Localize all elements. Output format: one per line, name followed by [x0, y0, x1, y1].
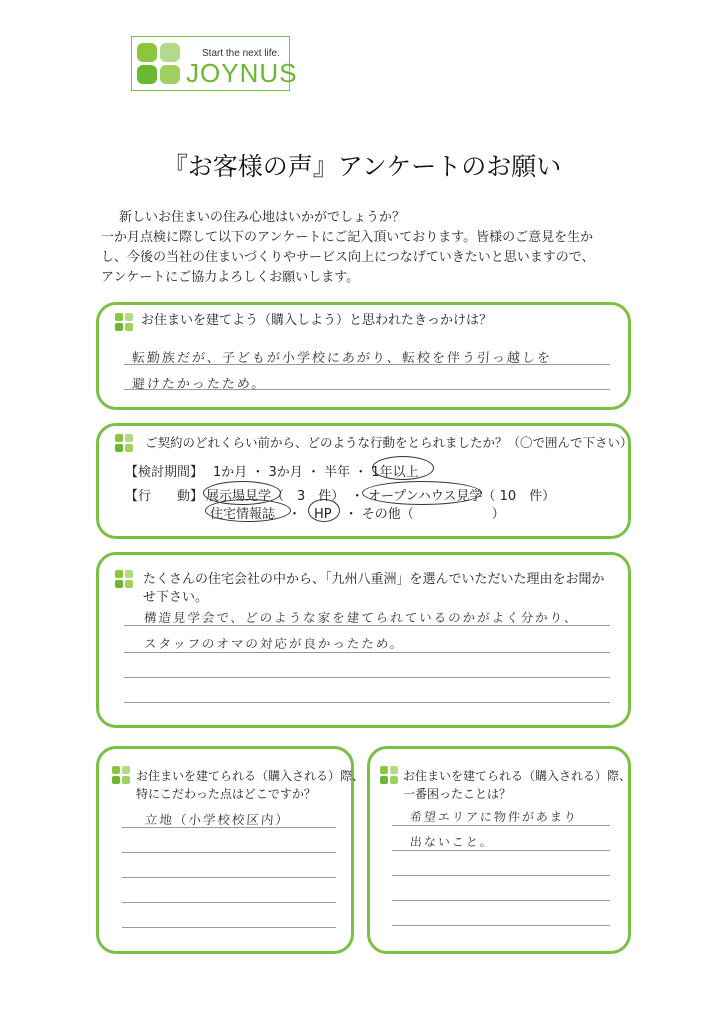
question-text: お住まいを建てよう（購入しよう）と思われたきっかけは？ [141, 313, 493, 328]
answer-line [392, 900, 610, 901]
answer-line [392, 875, 610, 876]
answer-text: 避けたかったため。 [131, 377, 267, 392]
intro-line: 一か月点検に際して以下のアンケートにご記入頂いております。皆様のご意見を生か [101, 230, 594, 245]
answer-line [124, 389, 610, 390]
answer-text: スタッフのオマの対応が良かったため。 [143, 636, 406, 651]
answer-line [124, 364, 610, 365]
selection-circle [308, 499, 340, 522]
period-label: 【検討期間】 [125, 465, 204, 480]
answer-line [122, 877, 336, 878]
answer-line [124, 677, 610, 678]
answer-line [392, 925, 610, 926]
clover-bullet-icon [380, 766, 398, 784]
clover-bullet-icon [115, 313, 133, 331]
answer-text: 構造見学会で、どのような家を建てられているのかがよく分かり、 [143, 610, 580, 625]
question-text: 一番困ったことは？ [403, 787, 512, 801]
question-text: ご契約のどれくらい前から、どのような行動をとられましたか？（〇で囲んで下さい） [145, 435, 633, 450]
clover-bullet-icon [115, 434, 133, 452]
clover-bullet-icon [115, 570, 133, 588]
action-options: 展示場見学（ 3 件） ・ オープンハウス見学（ 10 件） [206, 489, 556, 504]
intro-text [101, 208, 621, 288]
intro-line: アンケートにご協力よろしくお願いします。 [101, 270, 360, 285]
action-label: 【行 動】 [125, 489, 204, 504]
answer-text: 出ないこと。 [409, 835, 495, 849]
answer-line [124, 625, 610, 626]
period-options: 1か月 ・ 3か月 ・ 半年 ・ 1年以上 [213, 465, 419, 480]
answer-text: 希望エリアに物件があまり [409, 810, 579, 824]
answer-text: 転勤族だが、子どもが小学校にあがり、転校を伴う引っ越しを [131, 351, 553, 366]
clover-logo-icon [137, 43, 185, 87]
question-text: お住まいを建てられる（購入される）際、 [403, 769, 632, 783]
answer-text: 立地（小学校校区内） [144, 812, 291, 827]
answer-line [124, 652, 610, 653]
answer-line [122, 927, 336, 928]
intro-line: し、今後の当社の住まいづくりやサービス向上につなげていきたいと思いますので、 [101, 250, 595, 265]
question-text: 特にこだわった点はどこですか？ [136, 787, 316, 801]
answer-line [392, 850, 610, 851]
answer-line [124, 702, 610, 703]
logo-tagline: Start the next life. [202, 48, 280, 59]
question-text: お住まいを建てられる（購入される）際、 [136, 769, 365, 783]
question-text: たくさんの住宅会社の中から、「九州八重洲」を選んでいただいた理由をお聞か [143, 572, 605, 587]
joynus-logo [131, 36, 298, 91]
answer-line [122, 902, 336, 903]
answer-line [122, 852, 336, 853]
answer-line [122, 827, 336, 828]
selection-circle [372, 456, 434, 480]
clover-bullet-icon [112, 766, 130, 784]
selection-circle [205, 499, 291, 522]
question-text: せ下さい。 [143, 590, 209, 605]
selection-circle [362, 481, 482, 505]
answer-line [392, 825, 610, 826]
logo-brand: JOYNUS [186, 58, 298, 88]
page-title: 『お客様の声』アンケートのお願い [162, 152, 562, 181]
action-options: 住宅情報誌 ・ HP ・ その他（ ） [210, 507, 505, 522]
intro-line: 新しいお住まいの住み心地はいかがでしょうか？ [119, 210, 406, 225]
